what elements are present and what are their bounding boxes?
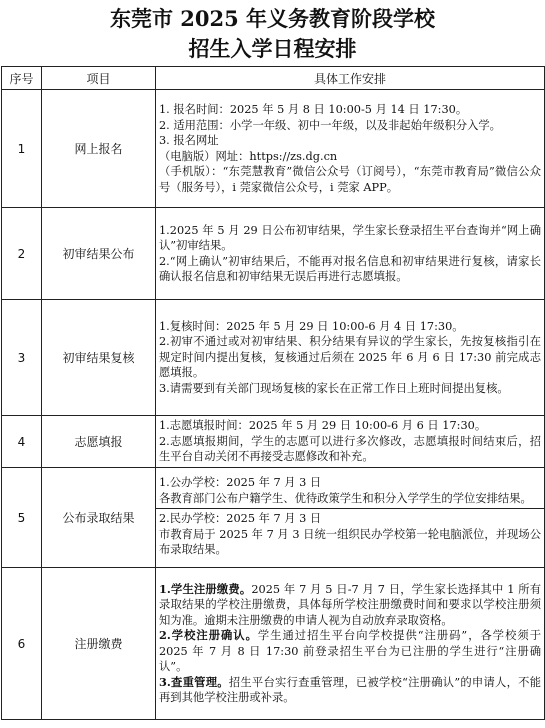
table-header-row [2, 67, 545, 90]
row-item: 注册缴费 [42, 568, 156, 720]
row-index: 4 [2, 416, 42, 468]
row-detail [156, 208, 545, 300]
detail-line: 2. 适用范围：小学一年级、初中一年级，以及非起始年级积分入学。 [159, 118, 501, 132]
row-item: 网上报名 [42, 90, 156, 208]
table-row [2, 208, 545, 300]
detail-section-public [156, 475, 544, 508]
title-line-1: 东莞市 2025 年义务教育阶段学校 [109, 6, 436, 31]
detail-line: （电脑版）网址：https://zs.dg.cn [159, 149, 338, 163]
detail-line: 2.“网上确认”初审结果后，不能再对报名信息和初审结果进行复核，请家长确认报名信息和初审结果无误后再进行志愿填报。 [159, 254, 541, 283]
document-title [0, 0, 545, 66]
paragraph-text: 招生平台实行查重管理，已被学校“注册确认”的申请人，不能再到其他学校注册或补录。 [159, 675, 541, 704]
detail-line: 1.2025 年 5 月 29 日公布初审结果，学生家长登录招生平台查询并“网上确认”初审结果。 [159, 223, 541, 252]
table-row [2, 416, 545, 468]
detail-line: 市教育局于 2025 年 7 月 3 日统一组织民办学校第一轮电脑派位，并现场公布录取结果。 [159, 527, 541, 557]
schedule-table [1, 66, 545, 720]
detail-line: （手机版）：“东莞慧教育”微信公众号（订阅号），“东莞市教育局”微信公众号（服务号），i 莞家微信公众号，i 莞家 APP。 [159, 165, 541, 194]
paragraph-heading: 2.学校注册确认。 [159, 628, 258, 642]
table-row [2, 568, 545, 720]
detail-line: 1.复核时间：2025 年 5 月 29 日 10:00-6 月 4 日 17:30。 [159, 319, 464, 333]
row-index: 6 [2, 568, 42, 720]
row-detail [156, 468, 545, 568]
row-detail [156, 300, 545, 416]
row-detail [156, 568, 545, 720]
detail-line: 1. 报名时间：2025 年 5 月 8 日 10:00-5 月 14 日 17:30。 [159, 103, 468, 116]
row-index: 5 [2, 468, 42, 568]
row-index: 1 [2, 90, 42, 208]
detail-section-private [156, 508, 544, 560]
row-item: 公布录取结果 [42, 468, 156, 568]
row-item: 初审结果公布 [42, 208, 156, 300]
detail-line: 3. 报名网址 [159, 134, 219, 147]
detail-line: 2.初审不通过或对初审结果、积分结果有异议的学生家长，先按复核指引在规定时间内提出复核，复核通过后须在 2025 年 6 月 6 日 17:30 前完成志愿填报。 [159, 335, 541, 380]
detail-line: 3.请需要到有关部门现场复核的家长在正常工作日上班时间提出复核。 [159, 381, 509, 395]
header-index: 序号 [2, 67, 42, 90]
paragraph-text: 2025 年 7 月 5 日-7 月 7 日，学生家长选择其中 1 所有录取结果的学校注册缴费，具体每所学校注册缴费时间和要求以学校注册须知为准。逾期未注册缴费的申请人视为自动放弃录取资格。 [159, 582, 542, 627]
detail-line: 1.志愿填报时间：2025 年 5 月 29 日 10:00-6 月 6 日 17:30。 [159, 419, 487, 433]
table-row [2, 90, 545, 208]
detail-line: 2.志愿填报期间，学生的志愿可以进行多次修改，志愿填报时间结束后，招生平台自动关闭不再接受志愿修改和补充。 [159, 434, 541, 464]
paragraph-text: 学生通过招生平台向学校提供“注册码”，各学校须于 2025 年 7 月 8 日 17:30 前登录招生平台为已注册的学生进行“注册确认”。 [159, 629, 541, 673]
row-detail [156, 416, 545, 468]
header-item: 项目 [42, 67, 156, 90]
row-detail [156, 90, 545, 208]
row-item: 志愿填报 [42, 416, 156, 468]
row-index: 3 [2, 300, 42, 416]
paragraph-heading: 1.学生注册缴费。 [159, 581, 252, 596]
detail-paragraph [159, 675, 541, 706]
table-row [2, 300, 545, 416]
paragraph-heading: 3.查重管理。 [159, 674, 229, 689]
detail-paragraph [159, 628, 541, 675]
row-item: 初审结果复核 [42, 300, 156, 416]
detail-line: 2.民办学校：2025 年 7 月 3 日 [159, 512, 322, 526]
detail-line: 各教育部门公布户籍学生、优待政策学生和积分入学学生的学位安排结果。 [159, 491, 532, 505]
header-detail: 具体工作安排 [156, 67, 545, 90]
detail-line: 1.公办学校：2025 年 7 月 3 日 [159, 476, 322, 490]
row-index: 2 [2, 208, 42, 300]
title-line-2: 招生入学日程安排 [188, 36, 357, 61]
detail-paragraph [159, 582, 541, 629]
table-row [2, 468, 545, 568]
